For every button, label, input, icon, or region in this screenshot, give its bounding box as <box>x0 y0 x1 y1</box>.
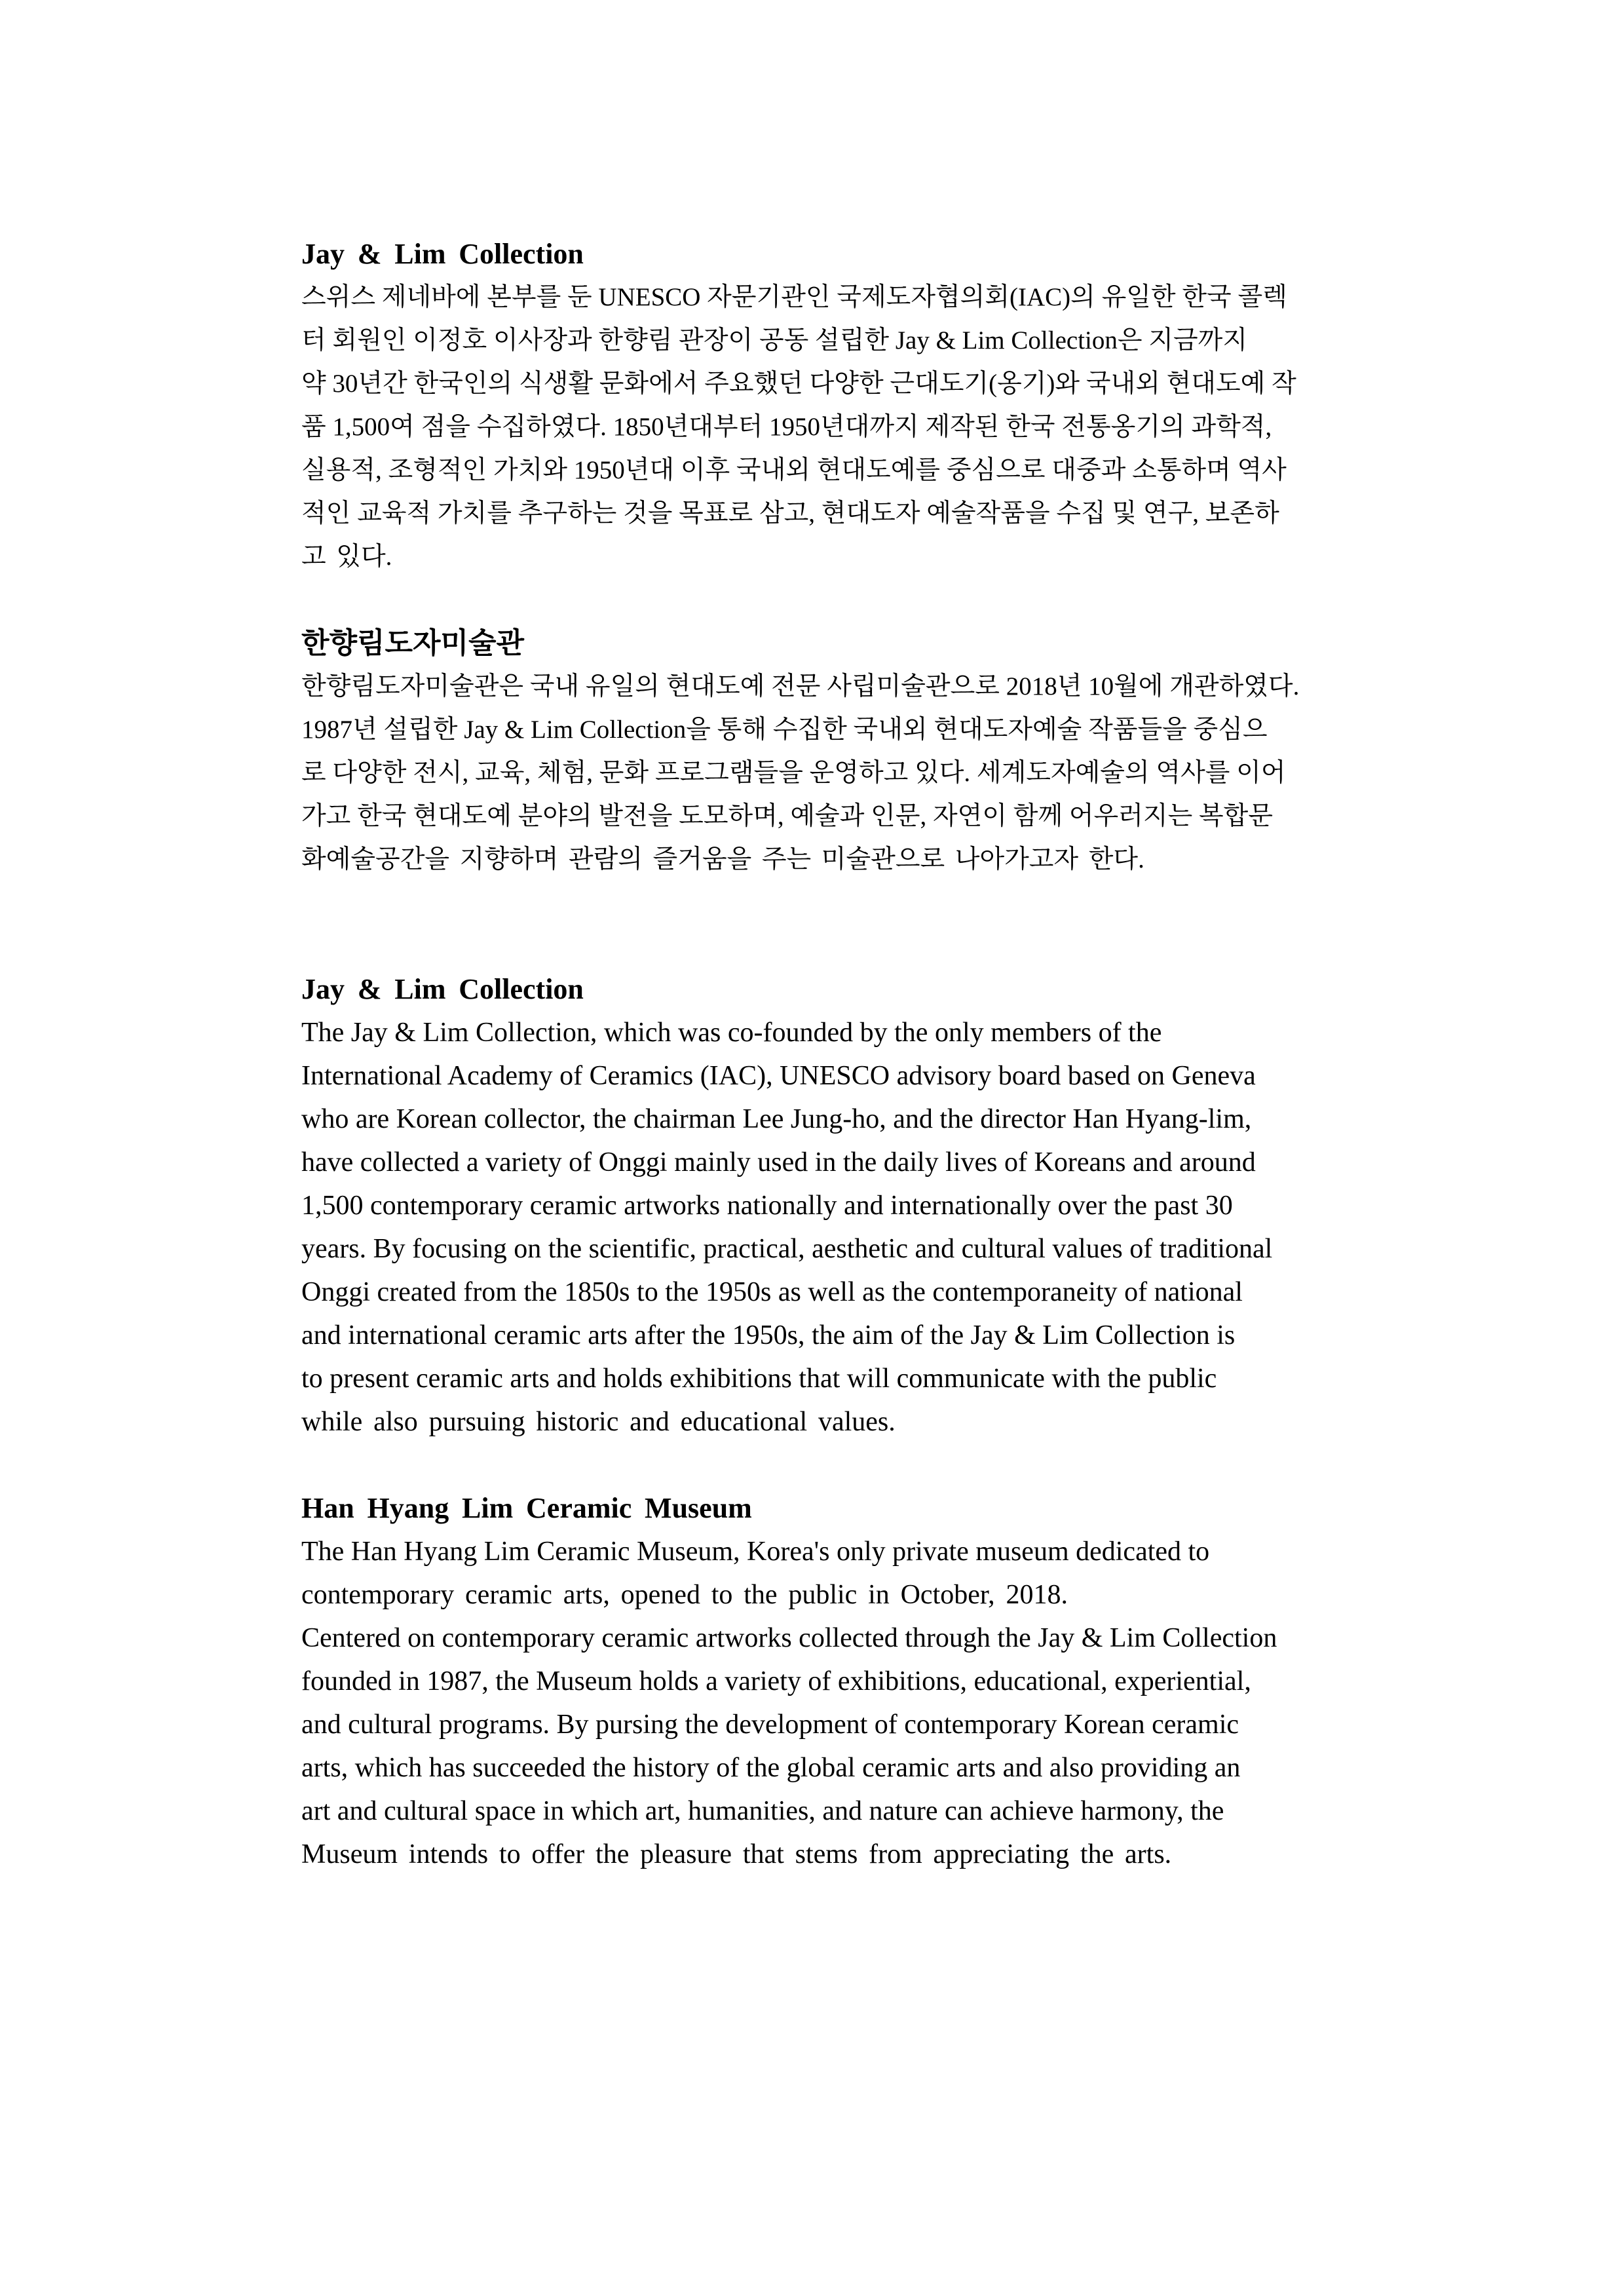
text-line: founded in 1987, the Museum holds a variety of exhibitions, educational, experiential, <box>301 1666 1251 1696</box>
text-line: The Han Hyang Lim Ceramic Museum, Korea's only private museum dedicated to <box>301 1537 1210 1567</box>
text-line: contemporary ceramic arts, opened to the public in October, 2018. <box>301 1580 1068 1610</box>
text-line: to present ceramic arts and holds exhibitions that will communicate with the public <box>301 1364 1217 1394</box>
text-line: 적인 교육적 가치를 추구하는 것을 목표로 삼고, 현대도자 예술작품을 수집 및 연구, 보존하 <box>301 499 1279 527</box>
text-line: 1987년 설립한 Jay & Lim Collection을 통해 수집한 국내외 현대도자예술 작품들을 중심으 <box>301 716 1268 744</box>
text-line: 한향림도자미술관은 국내 유일의 현대도예 전문 사립미술관으로 2018년 10월에 개관하였다. <box>301 672 1300 700</box>
text-line: arts, which has succeeded the history of the global ceramic arts and also providing an <box>301 1753 1241 1783</box>
text-line: 스위스 제네바에 본부를 둔 UNESCO 자문기관인 국제도자협의회(IAC)의 유일한 한국 콜렉 <box>301 283 1287 311</box>
text-line: 1,500 contemporary ceramic artworks nationally and internationally over the past 30 <box>301 1191 1233 1221</box>
text-line: 고 있다. <box>301 543 392 571</box>
section-heading-museum-en: Han Hyang Lim Ceramic Museum <box>301 1492 752 1524</box>
text-line: have collected a variety of Onggi mainly used in the daily lives of Koreans and around <box>301 1147 1256 1177</box>
text-line: 품 1,500여 점을 수집하였다. 1850년대부터 1950년대까지 제작된 한국 전통옹기의 과학적, <box>301 413 1272 441</box>
text-line: and international ceramic arts after the 1950s, the aim of the Jay & Lim Collection is <box>301 1320 1236 1350</box>
text-line: art and cultural space in which art, humanities, and nature can achieve harmony, the <box>301 1796 1224 1826</box>
blank-line <box>301 925 1305 968</box>
section-heading-jay-lim-en: Jay & Lim Collection <box>301 973 584 1005</box>
text-line: and cultural programs. By pursing the development of contemporary Korean ceramic <box>301 1710 1239 1740</box>
blank-line <box>301 579 1305 622</box>
blank-line <box>301 1444 1305 1487</box>
section-heading-jay-lim-ko: Jay & Lim Collection <box>301 238 584 270</box>
document-content <box>301 233 1305 1876</box>
text-line: 실용적, 조형적인 가치와 1950년대 이후 국내외 현대도예를 중심으로 대중과 소통하며 역사 <box>301 456 1287 484</box>
section-heading-museum-ko: 한향림도자미술관 <box>301 627 525 659</box>
text-line: 화예술공간을 지향하며 관람의 즐거움을 주는 미술관으로 나아가고자 한다. <box>301 845 1144 873</box>
text-line: 가고 한국 현대도예 분야의 발전을 도모하며, 예술과 인문, 자연이 함께 어우러지는 복합문 <box>301 802 1274 830</box>
text-line: years. By focusing on the scientific, practical, aesthetic and cultural values of traditional <box>301 1234 1273 1264</box>
text-line: International Academy of Ceramics (IAC), UNESCO advisory board based on Geneva <box>301 1061 1256 1091</box>
text-line: 약 30년간 한국인의 식생활 문화에서 주요했던 다양한 근대도기(옹기)와 국내외 현대도예 작 <box>301 370 1296 398</box>
text-line: 로 다양한 전시, 교육, 체험, 문화 프로그램들을 운영하고 있다. 세계도자예술의 역사를 이어 <box>301 759 1286 787</box>
text-line: Centered on contemporary ceramic artworks collected through the Jay & Lim Collection <box>301 1623 1277 1653</box>
text-line: who are Korean collector, the chairman Lee Jung-ho, and the director Han Hyang-lim, <box>301 1104 1252 1134</box>
text-line: Onggi created from the 1850s to the 1950s as well as the contemporaneity of national <box>301 1277 1243 1307</box>
text-line: Museum intends to offer the pleasure that stems from appreciating the arts. <box>301 1839 1172 1869</box>
text-line: while also pursuing historic and educational values. <box>301 1407 896 1437</box>
text-line: 터 회원인 이정호 이사장과 한향림 관장이 공동 설립한 Jay & Lim Collection은 지금까지 <box>301 326 1247 354</box>
text-line: The Jay & Lim Collection, which was co-founded by the only members of the <box>301 1018 1162 1048</box>
blank-line <box>301 881 1305 925</box>
